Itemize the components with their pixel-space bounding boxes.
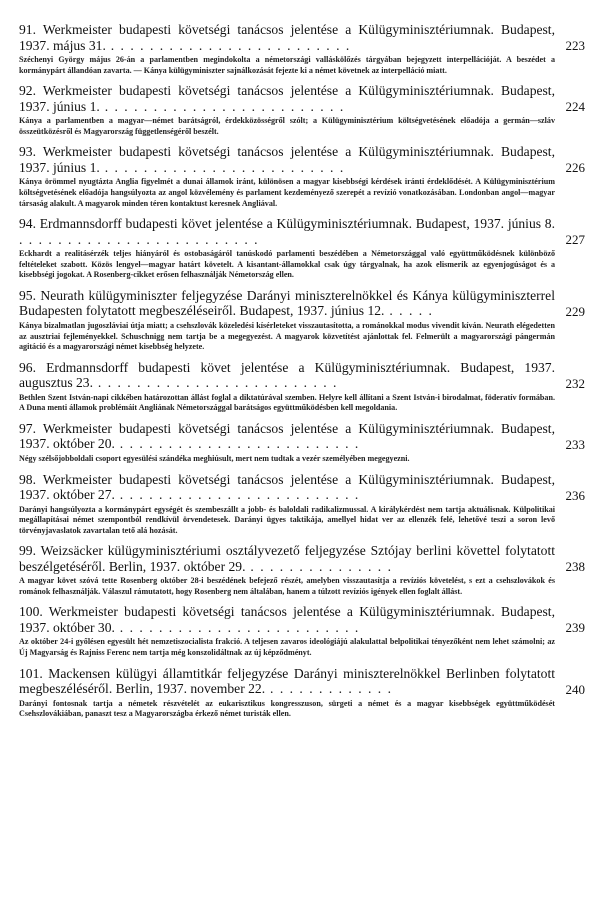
entry-summary: Kánya bizalmatlan jugoszláviai útja miatt; a csehszlovák közeledési kísérleteket visszautasította, a románokkal modus vivendit kíván. Neurath elégedetten az ausztriai fejleményekkel. Schuschnigg nem tartja be a megegyezést. A magyarok közvetítést ajánlottak fel. Felmerült a magyarországi pángermán agitáció és a magyarországi német kisebbség helyzete. bbox=[19, 320, 555, 352]
page-number: 226 bbox=[565, 160, 585, 176]
leader-dots: . . . . . . . . . . . . . . . . . . . . . . . . . bbox=[114, 619, 360, 635]
leader-dots: . . . . . . . . . . . . . . . bbox=[245, 558, 393, 574]
entry-title: 94. Erdmannsdorff budapesti követ jelentése a Külügyminisztériumnak. Budapest, 1937. június 8. . . . . . . . . . . . . . . . . . . . . . . . . . bbox=[19, 216, 555, 247]
page-number: 229 bbox=[565, 303, 585, 319]
leader-dots: . . . . . . . . . . . . . . . . . . . . . . . . . bbox=[105, 37, 351, 53]
entry-95 bbox=[19, 288, 585, 353]
entry-summary: Darányi hangsúlyozta a kormánypárt egységét és szembeszállt a jobb- és baloldali radikalizmussal. A királykérdést nem tartja aktuálisnak. Külpolitikai megállapításai német szempontból rendkívül örvendetesek. Darányi ügyes taktikája, amellyel hidat ver az ellenzék felé, lehetővé teszi a soron levő törvényjavaslatok zavartalan tető alá hozását. bbox=[19, 504, 555, 535]
entry-summary: Széchenyi György május 26-án a parlamentben megindokolta a németországi valláskölőzés tárgyában bejegyzett interpellációját. A beszédet a kormánypárt állandóan zavarta. — Kánya külügyminiszter sajnálkozását fejezte ki a német követnek az interpelláció miatt. bbox=[19, 55, 555, 75]
entry-title: 96. Erdmannsdorff budapesti követ jelentése a Külügyminisztériumnak. Budapest, 1937. augusztus 23. . . . . . . . . . . . . . . . . . . . . . . . . . bbox=[19, 359, 555, 391]
entry-summary: Darányi fontosnak tartja a németek részvételét az eukarisztikus kongresszuson, sürgeti a német és a magyar kisebbségek együttműködését Csehszlovákiában, panaszt tesz a Magyarországba érkező német turisták ellen. bbox=[19, 698, 555, 719]
entry-summary: Négy szélsőjobboldali csoport egyesülési szándéka meghiúsult, mert nem tudtak a vezér személyében megegyezni. bbox=[19, 453, 410, 463]
leader-dots: . . . . . . . . . . . . . . . . . . . . . . . . . bbox=[99, 159, 345, 175]
leader-dots: . . . . . . . . . . . . . . . . . . . . . . . . . bbox=[114, 436, 360, 452]
entry-92 bbox=[19, 83, 585, 137]
entry-title: 91. Werkmeister budapesti követségi tanácsos jelentése a Külügyminisztériumnak. Budapest, 1937. május 31. . . . . . . . . . . . . . . . . . . . . . . . . . bbox=[19, 22, 555, 53]
leader-dots: . . . . . . . . . . . . . . . . . . . . . . . . . bbox=[114, 487, 360, 502]
leader-dots: . . . . . . . . . . . . . . . . . . . . . . . . . bbox=[93, 375, 338, 391]
entry-title: 98. Werkmeister budapesti követségi tanácsos jelentése a Külügyminisztériumnak. Budapest, 1937. október 27. . . . . . . . . . . . . . . . . . . . . . . . . . bbox=[19, 471, 555, 502]
page-number: 227 bbox=[565, 232, 585, 248]
leader-dots: . . . . . bbox=[384, 303, 434, 319]
page-number: 223 bbox=[565, 38, 585, 53]
page-number: 240 bbox=[565, 681, 585, 697]
entry-98 bbox=[19, 472, 585, 537]
entry-title: 97. Werkmeister budapesti követségi tanácsos jelentése a Külügyminisztériumnak. Budapest, 1937. október 20. . . . . . . . . . . . . . . . . . . . . . . . . . bbox=[19, 420, 555, 452]
entry-title: 95. Neurath külügyminiszter feljegyzése Darányi miniszterelnökkel és Kánya külügyminiszterrel Budapesten folytatott megbeszéléseiről. Budapest, 1937. június 12. . . . . . bbox=[19, 287, 555, 319]
page-number: 239 bbox=[565, 620, 585, 636]
entry-96 bbox=[19, 360, 585, 414]
entry-97 bbox=[19, 421, 585, 465]
page-number: 224 bbox=[565, 99, 585, 115]
entry-summary: Kánya örömmel nyugtázta Anglia figyelmét a dunai államok iránt, különösen a magyar kisebbségi kérdések iránti érdeklődését. A Külügyminisztérium költségvetésének előadója hangsúlyozta az angol közvélemény és parlament kezdeményező szerepét a revízió vonatkozásában. Londonban angol—magyar társaság alakult. A magyarok minden téren kontaktust keresnek Angliával. bbox=[19, 177, 555, 208]
page-number: 232 bbox=[565, 375, 585, 391]
page-number: 233 bbox=[565, 436, 585, 452]
entry-summary: A magyar követ szóvá tette Rosenberg október 28-i beszédének befejező részét, amelyben visszautasítja a revíziós követelést, s ezt a csehszlovákok és románok felhasználják. Válaszul rámutatott, hogy Rosenberg nem általában, hanem a túlzott revíziós igények ellen foglalt állást. bbox=[19, 576, 555, 596]
entry-summary: Eckhardt a realitásérzék teljes hiányáról és ostobaságáról tanúskodó parlamenti beszédében a Németországgal való együttműködésnek különböző feltételeket szabott. Közös lengyel—magyar határt követelt. A kisantant-államokkal csak úgy tárgyalnak, ha azok elismerik az egyenjogúságot és a kisebbségi jogokat. A Rosenberg-cikket erősen felhasználják Németország ellen. bbox=[19, 249, 555, 280]
page-number: 236 bbox=[565, 487, 585, 503]
entry-summary: Az október 24-i győlésen egyesült hét nemzetiszocialista frakció. A teljesen zavaros ideológiájú alakulattal belpolitikai tényezőként nem lehet számolni; az Új Magyarság és Rajniss Ferenc nem tartja még konszolidáltnak az új képződményt. bbox=[19, 637, 555, 658]
entry-93 bbox=[19, 144, 585, 209]
leader-dots: . . . . . . . . . . . . . bbox=[265, 681, 393, 697]
entry-title: 99. Weizsäcker külügyminisztériumi osztályvezető feljegyzése Sztójay berlini követtel folytatott beszélgetéséről. Berlin, 1937. október 29. . . . . . . . . . . . . . . . bbox=[19, 543, 555, 574]
entry-title: 100. Werkmeister budapesti követségi tanácsos jelentése a Külügyminisztériumnak. Budapest, 1937. október 30. . . . . . . . . . . . . . . . . . . . . . . . . . bbox=[19, 604, 555, 635]
entry-title: 93. Werkmeister budapesti követségi tanácsos jelentése a Külügyminisztériumnak. Budapest, 1937. június 1. . . . . . . . . . . . . . . . . . . . . . . . . . bbox=[19, 144, 555, 175]
entry-summary: Bethlen Szent István-napi cikkében határozottan állást foglal a diktatúrával szemben. Helyre kell állítani a Szent István-i birodalmat, föderatív formában. A Duna menti államok problémáit Angliának Németországgal barátságos együttműködésben kell megoldania. bbox=[19, 392, 555, 413]
entry-101 bbox=[19, 666, 585, 720]
entry-title: 92. Werkmeister budapesti követségi tanácsos jelentése a Külügyminisztériumnak. Budapest, 1937. június 1. . . . . . . . . . . . . . . . . . . . . . . . . . bbox=[19, 83, 555, 114]
entry-99 bbox=[19, 543, 585, 597]
page-number: 238 bbox=[565, 559, 585, 575]
entry-91 bbox=[19, 22, 585, 76]
leader-dots: . . . . . . . . . . . . . . . . . . . . . . . . . bbox=[19, 231, 260, 247]
leader-dots: . . . . . . . . . . . . . . . . . . . . . . . . . bbox=[99, 98, 345, 114]
entry-title: 101. Mackensen külügyi államtitkár feljegyzése Darányi miniszterelnökkel Berlinben folytatott megbeszéléséről. Berlin, 1937. november 22. . . . . . . . . . . . . . bbox=[19, 665, 555, 697]
entry-100 bbox=[19, 604, 585, 658]
entry-summary: Kánya a parlamentben a magyar—német barátságról, érdekközösségről szólt; a Külügyminisztérium költségvetésének előadója a germán—szláv összeütközésről és Magyarország függetlenségéről beszélt. bbox=[19, 116, 555, 136]
entry-94 bbox=[19, 216, 585, 281]
